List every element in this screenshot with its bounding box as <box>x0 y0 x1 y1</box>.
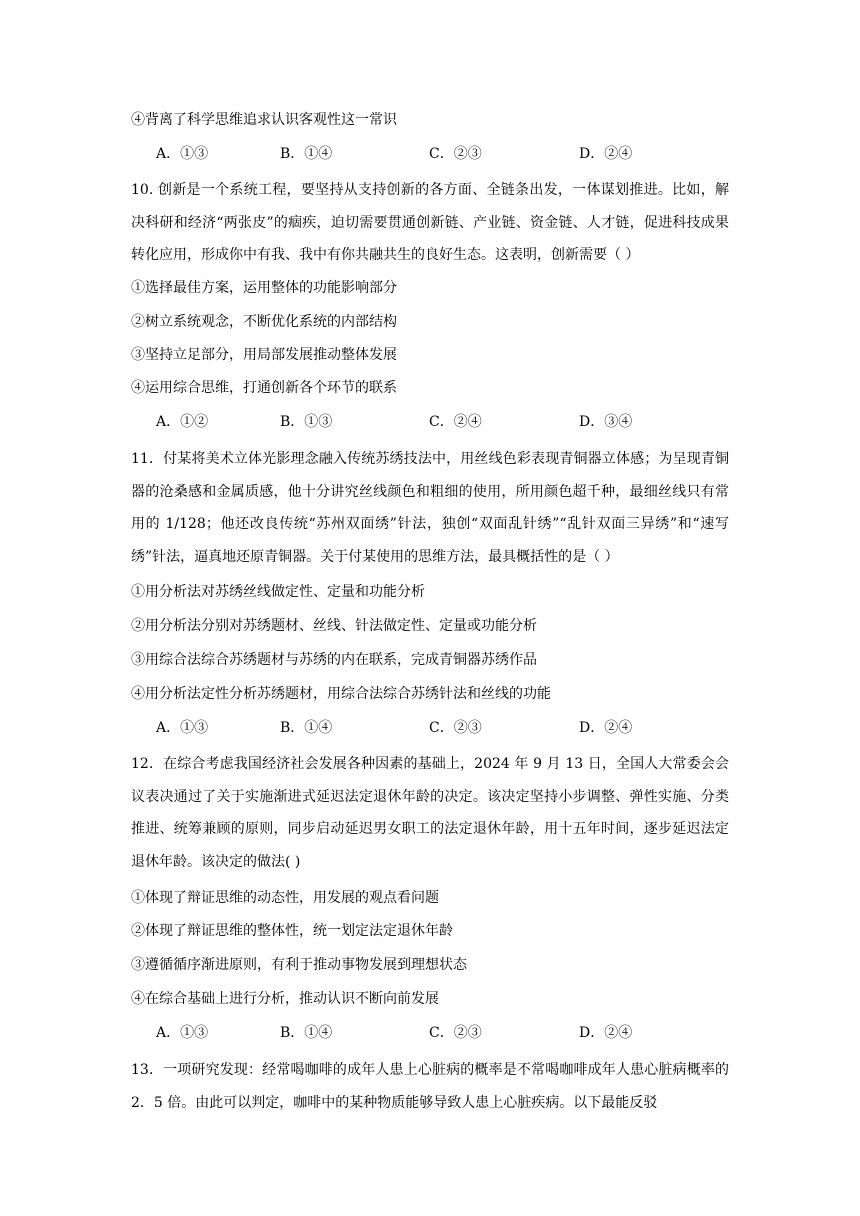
choice-d[interactable]: D．③④ <box>579 414 633 430</box>
question-10-option-3: ③坚持立足部分，用局部发展推动整体发展 <box>131 347 397 363</box>
question-11-option-3: ③用综合法综合苏绣题材与苏绣的内在联系，完成青铜器苏绣作品 <box>131 652 537 668</box>
question-10-option-4: ④运用综合思维，打通创新各个环节的联系 <box>131 380 397 396</box>
question-13-stem: 13．一项研究发现：经常喝咖啡的成年人患上心脏病的概率是不常喝咖啡成年人患心脏病概率的 2．5 倍。由此可以判定，咖啡中的某种物质能够导致人患上心脏疾病。以下最能反驳 <box>131 1062 729 1111</box>
choice-a[interactable]: A．①③ <box>156 1025 209 1041</box>
question-11-option-1: ①用分析法对苏绣丝线做定性、定量和功能分析 <box>131 584 425 600</box>
question-11-option-4: ④用分析法定性分析苏绣题材，用综合法综合苏绣针法和丝线的功能 <box>131 686 551 702</box>
question-11-option-2: ②用分析法分别对苏绣题材、丝线、针法做定性、定量或功能分析 <box>131 618 537 634</box>
choice-a[interactable]: A．①③ <box>156 720 209 736</box>
choice-b[interactable]: B．①④ <box>280 146 333 162</box>
question-12-option-1: ①体现了辩证思维的动态性，用发展的观点看问题 <box>131 890 439 906</box>
question-12-stem: 12．在综合考虑我国经济社会发展各种因素的基础上，2024 年 9 月 13 日，全国人大常委会会议表决通过了关于实施渐进式延迟法定退休年龄的决定。该决定坚持小步调整、弹性实施、分类推进、统筹兼顾的原则，同步启动延迟男女职工的法定退休年龄，用十五年时间，逐步延迟法定退休年龄。该决定的做法( ) <box>131 756 729 870</box>
question-11-stem: 11．付某将美术立体光影理念融入传统苏绣技法中，用丝线色彩表现青铜器立体感；为呈现青铜器的沧桑感和金属质感，他十分讲究丝线颜色和粗细的使用，所用颜色超千种，最细丝线只有常用的 1/128；他还改良传统“苏州双面绣”针法，独创“双面乱针绣”“乱针双面三异绣”和“速写绣”针法，逼真地还原青铜器。关于付某使用的思维方法，最具概括性的是（ ） <box>131 451 729 565</box>
question-12-answer-choices <box>156 1023 756 1043</box>
choice-b[interactable]: B．①④ <box>280 1025 333 1041</box>
choice-d[interactable]: D．②④ <box>579 146 633 162</box>
choice-a[interactable]: A．①② <box>156 414 209 430</box>
question-10-option-1: ①选择最佳方案，运用整体的功能影响部分 <box>131 280 397 296</box>
choice-b[interactable]: B．①④ <box>280 720 333 736</box>
question-12-option-2: ②体现了辩证思维的整体性，统一划定法定退休年龄 <box>131 923 453 939</box>
choice-d[interactable]: D．②④ <box>579 720 633 736</box>
choice-c[interactable]: C．②③ <box>429 146 482 162</box>
choice-c[interactable]: C．②④ <box>429 414 482 430</box>
choice-c[interactable]: C．②③ <box>429 720 482 736</box>
choice-c[interactable]: C．②③ <box>429 1025 482 1041</box>
question-10-stem: 10. 创新是一个系统工程，要坚持从支持创新的各方面、全链条出发，一体谋划推进。比如，解决科研和经济“两张皮”的痼疾，迫切需要贯通创新链、产业链、资金链、人才链，促进科技成果转化应用，形成你中有我、我中有你共融共生的良好生态。这表明，创新需要（ ） <box>131 182 729 264</box>
question-10-option-2: ②树立系统观念，不断优化系统的内部结构 <box>131 314 397 330</box>
question-10-answer-choices <box>156 412 756 432</box>
prev-option-4: ④背离了科学思维追求认识客观性这一常识 <box>131 112 397 128</box>
prev-answer-choices <box>156 144 756 164</box>
choice-a[interactable]: A．①③ <box>156 146 209 162</box>
question-11-answer-choices <box>156 718 756 738</box>
choice-d[interactable]: D．②④ <box>579 1025 633 1041</box>
question-12-option-4: ④在综合基础上进行分析，推动认识不断向前发展 <box>131 991 439 1007</box>
choice-b[interactable]: B．①③ <box>280 414 333 430</box>
question-12-option-3: ③遵循循序渐进原则，有利于推动事物发展到理想状态 <box>131 957 467 973</box>
